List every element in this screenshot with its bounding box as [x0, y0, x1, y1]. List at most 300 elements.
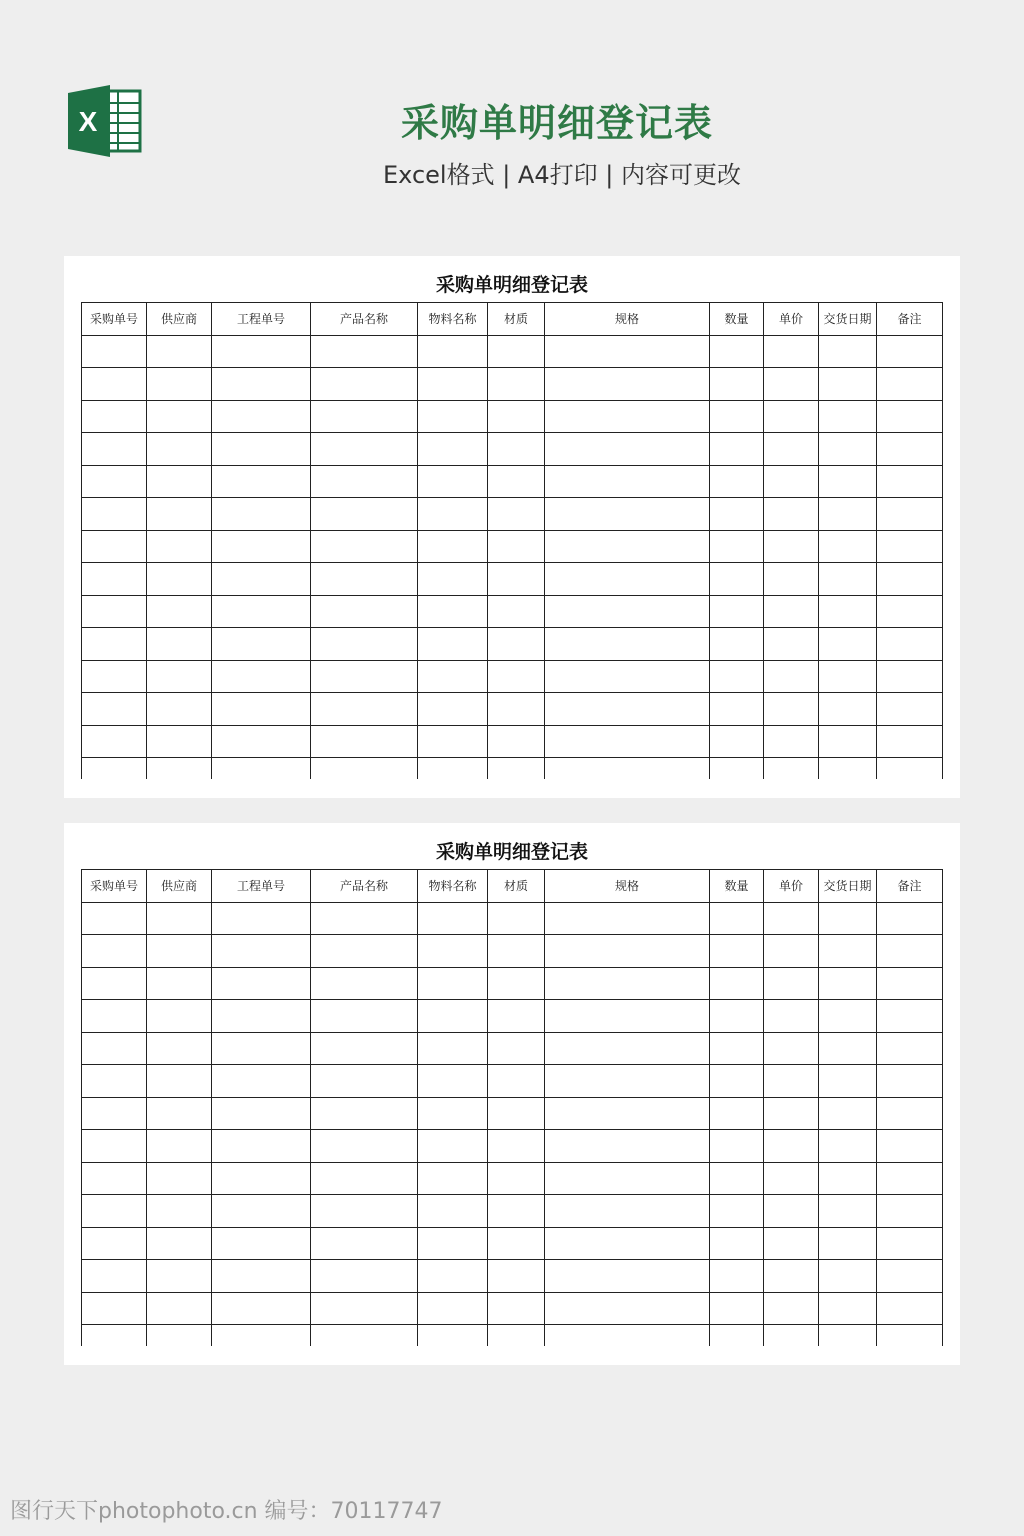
table-cell[interactable] — [82, 335, 147, 368]
table-cell[interactable] — [545, 498, 710, 531]
table-cell[interactable] — [877, 1260, 943, 1293]
table-cell[interactable] — [212, 530, 311, 563]
table-cell[interactable] — [212, 660, 311, 693]
table-cell[interactable] — [819, 1065, 877, 1098]
table-cell[interactable] — [147, 1227, 212, 1260]
table-cell[interactable] — [212, 368, 311, 401]
table-cell[interactable] — [418, 1292, 488, 1325]
table-cell[interactable] — [82, 1292, 147, 1325]
table-cell[interactable] — [418, 498, 488, 531]
table-cell[interactable] — [311, 1260, 418, 1293]
table-cell[interactable] — [82, 902, 147, 935]
table-cell[interactable] — [764, 465, 819, 498]
table-cell[interactable] — [488, 902, 545, 935]
table-cell[interactable] — [212, 1032, 311, 1065]
table-cell[interactable] — [212, 967, 311, 1000]
table-cell[interactable] — [764, 1260, 819, 1293]
table-cell[interactable] — [819, 902, 877, 935]
table-cell[interactable] — [764, 1195, 819, 1228]
table-cell[interactable] — [212, 1065, 311, 1098]
table-cell[interactable] — [418, 660, 488, 693]
table-cell[interactable] — [147, 1162, 212, 1195]
table-cell[interactable] — [147, 1325, 212, 1347]
table-cell[interactable] — [819, 498, 877, 531]
table-cell[interactable] — [212, 758, 311, 780]
table-cell[interactable] — [147, 1097, 212, 1130]
table-cell[interactable] — [212, 725, 311, 758]
table-cell[interactable] — [418, 530, 488, 563]
table-cell[interactable] — [418, 433, 488, 466]
table-cell[interactable] — [311, 465, 418, 498]
table-cell[interactable] — [82, 1162, 147, 1195]
table-cell[interactable] — [764, 595, 819, 628]
table-cell[interactable] — [311, 1032, 418, 1065]
table-cell[interactable] — [147, 595, 212, 628]
table-cell[interactable] — [764, 335, 819, 368]
table-cell[interactable] — [710, 400, 764, 433]
table-cell[interactable] — [488, 1292, 545, 1325]
table-cell[interactable] — [418, 1032, 488, 1065]
table-cell[interactable] — [311, 498, 418, 531]
table-cell[interactable] — [82, 628, 147, 661]
table-cell[interactable] — [877, 902, 943, 935]
table-cell[interactable] — [710, 725, 764, 758]
table-cell[interactable] — [418, 368, 488, 401]
table-cell[interactable] — [545, 1227, 710, 1260]
table-cell[interactable] — [488, 465, 545, 498]
table-cell[interactable] — [819, 1260, 877, 1293]
table-cell[interactable] — [82, 1195, 147, 1228]
table-cell[interactable] — [311, 433, 418, 466]
table-cell[interactable] — [764, 1097, 819, 1130]
table-cell[interactable] — [147, 935, 212, 968]
table-cell[interactable] — [545, 335, 710, 368]
table-cell[interactable] — [877, 498, 943, 531]
table-cell[interactable] — [488, 400, 545, 433]
table-cell[interactable] — [710, 335, 764, 368]
table-cell[interactable] — [545, 400, 710, 433]
table-cell[interactable] — [764, 628, 819, 661]
table-cell[interactable] — [311, 902, 418, 935]
table-cell[interactable] — [82, 465, 147, 498]
table-cell[interactable] — [488, 1000, 545, 1033]
table-cell[interactable] — [764, 400, 819, 433]
table-cell[interactable] — [147, 902, 212, 935]
table-cell[interactable] — [488, 498, 545, 531]
table-cell[interactable] — [311, 563, 418, 596]
table-cell[interactable] — [488, 1325, 545, 1347]
table-cell[interactable] — [764, 725, 819, 758]
table-cell[interactable] — [147, 660, 212, 693]
table-cell[interactable] — [710, 902, 764, 935]
table-cell[interactable] — [82, 1325, 147, 1347]
table-cell[interactable] — [212, 335, 311, 368]
table-cell[interactable] — [311, 1195, 418, 1228]
table-cell[interactable] — [819, 1195, 877, 1228]
table-cell[interactable] — [212, 1325, 311, 1347]
table-cell[interactable] — [819, 465, 877, 498]
table-cell[interactable] — [311, 628, 418, 661]
table-cell[interactable] — [819, 693, 877, 726]
table-cell[interactable] — [147, 758, 212, 780]
table-cell[interactable] — [311, 935, 418, 968]
table-cell[interactable] — [147, 1000, 212, 1033]
table-cell[interactable] — [418, 1195, 488, 1228]
table-cell[interactable] — [545, 595, 710, 628]
table-cell[interactable] — [819, 400, 877, 433]
table-cell[interactable] — [418, 1260, 488, 1293]
table-cell[interactable] — [212, 1227, 311, 1260]
table-cell[interactable] — [877, 368, 943, 401]
table-cell[interactable] — [82, 595, 147, 628]
table-cell[interactable] — [311, 1292, 418, 1325]
table-cell[interactable] — [710, 1162, 764, 1195]
table-cell[interactable] — [877, 433, 943, 466]
table-cell[interactable] — [82, 1000, 147, 1033]
table-cell[interactable] — [764, 902, 819, 935]
table-cell[interactable] — [488, 1097, 545, 1130]
table-cell[interactable] — [488, 935, 545, 968]
table-cell[interactable] — [311, 1325, 418, 1347]
table-cell[interactable] — [710, 660, 764, 693]
table-cell[interactable] — [311, 1065, 418, 1098]
table-cell[interactable] — [488, 530, 545, 563]
table-cell[interactable] — [311, 758, 418, 780]
table-cell[interactable] — [147, 967, 212, 1000]
table-cell[interactable] — [764, 368, 819, 401]
table-cell[interactable] — [418, 935, 488, 968]
table-cell[interactable] — [147, 1130, 212, 1163]
table-cell[interactable] — [819, 628, 877, 661]
table-cell[interactable] — [147, 725, 212, 758]
table-cell[interactable] — [877, 758, 943, 780]
table-cell[interactable] — [212, 1260, 311, 1293]
table-cell[interactable] — [545, 1195, 710, 1228]
table-cell[interactable] — [418, 1000, 488, 1033]
table-cell[interactable] — [710, 1000, 764, 1033]
table-cell[interactable] — [545, 660, 710, 693]
table-cell[interactable] — [311, 725, 418, 758]
table-cell[interactable] — [147, 433, 212, 466]
table-cell[interactable] — [819, 368, 877, 401]
table-cell[interactable] — [82, 433, 147, 466]
table-cell[interactable] — [764, 498, 819, 531]
table-cell[interactable] — [545, 530, 710, 563]
table-cell[interactable] — [212, 1000, 311, 1033]
table-cell[interactable] — [311, 1130, 418, 1163]
table-cell[interactable] — [545, 693, 710, 726]
table-cell[interactable] — [764, 1130, 819, 1163]
table-cell[interactable] — [212, 693, 311, 726]
table-cell[interactable] — [877, 1097, 943, 1130]
table-cell[interactable] — [418, 1162, 488, 1195]
table-cell[interactable] — [82, 1032, 147, 1065]
table-cell[interactable] — [147, 1065, 212, 1098]
table-cell[interactable] — [764, 530, 819, 563]
table-cell[interactable] — [311, 1162, 418, 1195]
table-cell[interactable] — [710, 693, 764, 726]
table-cell[interactable] — [545, 902, 710, 935]
table-cell[interactable] — [819, 530, 877, 563]
table-cell[interactable] — [877, 1292, 943, 1325]
table-cell[interactable] — [488, 628, 545, 661]
table-cell[interactable] — [877, 725, 943, 758]
table-cell[interactable] — [545, 967, 710, 1000]
table-cell[interactable] — [82, 1227, 147, 1260]
table-cell[interactable] — [488, 967, 545, 1000]
table-cell[interactable] — [545, 1065, 710, 1098]
table-cell[interactable] — [877, 967, 943, 1000]
table-cell[interactable] — [764, 1292, 819, 1325]
table-cell[interactable] — [545, 1000, 710, 1033]
table-cell[interactable] — [545, 433, 710, 466]
table-cell[interactable] — [82, 563, 147, 596]
table-cell[interactable] — [82, 530, 147, 563]
table-cell[interactable] — [877, 595, 943, 628]
table-cell[interactable] — [212, 1130, 311, 1163]
table-cell[interactable] — [212, 902, 311, 935]
table-cell[interactable] — [82, 660, 147, 693]
table-cell[interactable] — [877, 628, 943, 661]
table-cell[interactable] — [82, 1097, 147, 1130]
table-cell[interactable] — [545, 465, 710, 498]
table-cell[interactable] — [877, 1195, 943, 1228]
table-cell[interactable] — [710, 465, 764, 498]
table-cell[interactable] — [82, 935, 147, 968]
table-cell[interactable] — [212, 935, 311, 968]
table-cell[interactable] — [764, 660, 819, 693]
table-cell[interactable] — [877, 335, 943, 368]
table-cell[interactable] — [545, 935, 710, 968]
table-cell[interactable] — [82, 693, 147, 726]
table-cell[interactable] — [488, 595, 545, 628]
table-cell[interactable] — [311, 595, 418, 628]
table-cell[interactable] — [147, 693, 212, 726]
table-cell[interactable] — [212, 433, 311, 466]
table-cell[interactable] — [147, 335, 212, 368]
table-cell[interactable] — [82, 1260, 147, 1293]
table-cell[interactable] — [710, 1195, 764, 1228]
table-cell[interactable] — [877, 465, 943, 498]
table-cell[interactable] — [877, 400, 943, 433]
table-cell[interactable] — [545, 725, 710, 758]
table-cell[interactable] — [710, 1065, 764, 1098]
table-cell[interactable] — [488, 368, 545, 401]
table-cell[interactable] — [819, 1162, 877, 1195]
table-cell[interactable] — [819, 1325, 877, 1347]
table-cell[interactable] — [488, 1162, 545, 1195]
table-cell[interactable] — [311, 693, 418, 726]
table-cell[interactable] — [311, 335, 418, 368]
table-cell[interactable] — [212, 1162, 311, 1195]
table-cell[interactable] — [488, 563, 545, 596]
table-cell[interactable] — [764, 1325, 819, 1347]
table-cell[interactable] — [877, 1065, 943, 1098]
table-cell[interactable] — [877, 660, 943, 693]
table-cell[interactable] — [488, 1227, 545, 1260]
table-cell[interactable] — [311, 368, 418, 401]
table-cell[interactable] — [488, 660, 545, 693]
table-cell[interactable] — [877, 1130, 943, 1163]
table-cell[interactable] — [877, 1000, 943, 1033]
table-cell[interactable] — [311, 660, 418, 693]
table-cell[interactable] — [819, 725, 877, 758]
table-cell[interactable] — [710, 498, 764, 531]
table-cell[interactable] — [82, 758, 147, 780]
table-cell[interactable] — [212, 498, 311, 531]
table-cell[interactable] — [710, 1130, 764, 1163]
table-cell[interactable] — [877, 530, 943, 563]
table-cell[interactable] — [311, 1000, 418, 1033]
table-cell[interactable] — [545, 1292, 710, 1325]
table-cell[interactable] — [418, 1325, 488, 1347]
table-cell[interactable] — [545, 1162, 710, 1195]
table-cell[interactable] — [710, 595, 764, 628]
table-cell[interactable] — [877, 935, 943, 968]
table-cell[interactable] — [764, 967, 819, 1000]
table-cell[interactable] — [764, 1032, 819, 1065]
table-cell[interactable] — [710, 628, 764, 661]
table-cell[interactable] — [418, 967, 488, 1000]
table-cell[interactable] — [488, 433, 545, 466]
table-cell[interactable] — [311, 1227, 418, 1260]
table-cell[interactable] — [147, 368, 212, 401]
table-cell[interactable] — [877, 1227, 943, 1260]
table-cell[interactable] — [418, 758, 488, 780]
table-cell[interactable] — [819, 1032, 877, 1065]
table-cell[interactable] — [147, 530, 212, 563]
table-cell[interactable] — [311, 1097, 418, 1130]
table-cell[interactable] — [819, 433, 877, 466]
table-cell[interactable] — [764, 1000, 819, 1033]
table-cell[interactable] — [710, 530, 764, 563]
table-cell[interactable] — [212, 563, 311, 596]
table-cell[interactable] — [311, 967, 418, 1000]
table-cell[interactable] — [710, 1227, 764, 1260]
table-cell[interactable] — [764, 758, 819, 780]
table-cell[interactable] — [82, 1065, 147, 1098]
table-cell[interactable] — [764, 563, 819, 596]
table-cell[interactable] — [764, 1227, 819, 1260]
table-cell[interactable] — [545, 1032, 710, 1065]
table-cell[interactable] — [418, 628, 488, 661]
table-cell[interactable] — [710, 1260, 764, 1293]
table-cell[interactable] — [418, 465, 488, 498]
table-cell[interactable] — [764, 935, 819, 968]
table-cell[interactable] — [819, 1130, 877, 1163]
table-cell[interactable] — [488, 1195, 545, 1228]
table-cell[interactable] — [147, 563, 212, 596]
table-cell[interactable] — [488, 1130, 545, 1163]
table-cell[interactable] — [82, 498, 147, 531]
table-cell[interactable] — [418, 1065, 488, 1098]
table-cell[interactable] — [147, 1032, 212, 1065]
table-cell[interactable] — [764, 693, 819, 726]
table-cell[interactable] — [418, 725, 488, 758]
table-cell[interactable] — [710, 1292, 764, 1325]
table-cell[interactable] — [545, 628, 710, 661]
table-cell[interactable] — [819, 758, 877, 780]
table-cell[interactable] — [710, 1325, 764, 1347]
table-cell[interactable] — [147, 465, 212, 498]
table-cell[interactable] — [212, 628, 311, 661]
table-cell[interactable] — [212, 1292, 311, 1325]
table-cell[interactable] — [488, 1260, 545, 1293]
table-cell[interactable] — [418, 902, 488, 935]
table-cell[interactable] — [147, 498, 212, 531]
table-cell[interactable] — [545, 1325, 710, 1347]
table-cell[interactable] — [82, 967, 147, 1000]
table-cell[interactable] — [212, 595, 311, 628]
table-cell[interactable] — [212, 1097, 311, 1130]
table-cell[interactable] — [488, 1065, 545, 1098]
table-cell[interactable] — [147, 1260, 212, 1293]
table-cell[interactable] — [82, 368, 147, 401]
table-cell[interactable] — [710, 758, 764, 780]
table-cell[interactable] — [488, 1032, 545, 1065]
table-cell[interactable] — [819, 1227, 877, 1260]
table-cell[interactable] — [82, 400, 147, 433]
table-cell[interactable] — [877, 1325, 943, 1347]
table-cell[interactable] — [877, 1162, 943, 1195]
table-cell[interactable] — [418, 400, 488, 433]
table-cell[interactable] — [82, 725, 147, 758]
table-cell[interactable] — [418, 595, 488, 628]
table-cell[interactable] — [147, 628, 212, 661]
table-cell[interactable] — [212, 400, 311, 433]
table-cell[interactable] — [82, 1130, 147, 1163]
table-cell[interactable] — [147, 1292, 212, 1325]
table-cell[interactable] — [545, 368, 710, 401]
table-cell[interactable] — [545, 1130, 710, 1163]
table-cell[interactable] — [819, 1000, 877, 1033]
table-cell[interactable] — [819, 1097, 877, 1130]
table-cell[interactable] — [819, 967, 877, 1000]
table-cell[interactable] — [418, 1227, 488, 1260]
table-cell[interactable] — [764, 433, 819, 466]
table-cell[interactable] — [819, 335, 877, 368]
table-cell[interactable] — [147, 1195, 212, 1228]
table-cell[interactable] — [710, 433, 764, 466]
table-cell[interactable] — [819, 935, 877, 968]
table-cell[interactable] — [819, 595, 877, 628]
table-cell[interactable] — [764, 1065, 819, 1098]
table-cell[interactable] — [212, 1195, 311, 1228]
table-cell[interactable] — [710, 563, 764, 596]
table-cell[interactable] — [418, 335, 488, 368]
table-cell[interactable] — [819, 563, 877, 596]
table-cell[interactable] — [710, 967, 764, 1000]
table-cell[interactable] — [877, 1032, 943, 1065]
table-cell[interactable] — [877, 563, 943, 596]
table-cell[interactable] — [819, 660, 877, 693]
table-cell[interactable] — [418, 1097, 488, 1130]
table-cell[interactable] — [545, 563, 710, 596]
table-cell[interactable] — [545, 1097, 710, 1130]
table-cell[interactable] — [418, 1130, 488, 1163]
table-cell[interactable] — [418, 563, 488, 596]
table-cell[interactable] — [488, 693, 545, 726]
table-cell[interactable] — [545, 1260, 710, 1293]
table-cell[interactable] — [764, 1162, 819, 1195]
table-cell[interactable] — [488, 758, 545, 780]
table-cell[interactable] — [311, 530, 418, 563]
table-cell[interactable] — [710, 1097, 764, 1130]
table-cell[interactable] — [710, 1032, 764, 1065]
table-cell[interactable] — [710, 935, 764, 968]
table-cell[interactable] — [877, 693, 943, 726]
table-cell[interactable] — [418, 693, 488, 726]
